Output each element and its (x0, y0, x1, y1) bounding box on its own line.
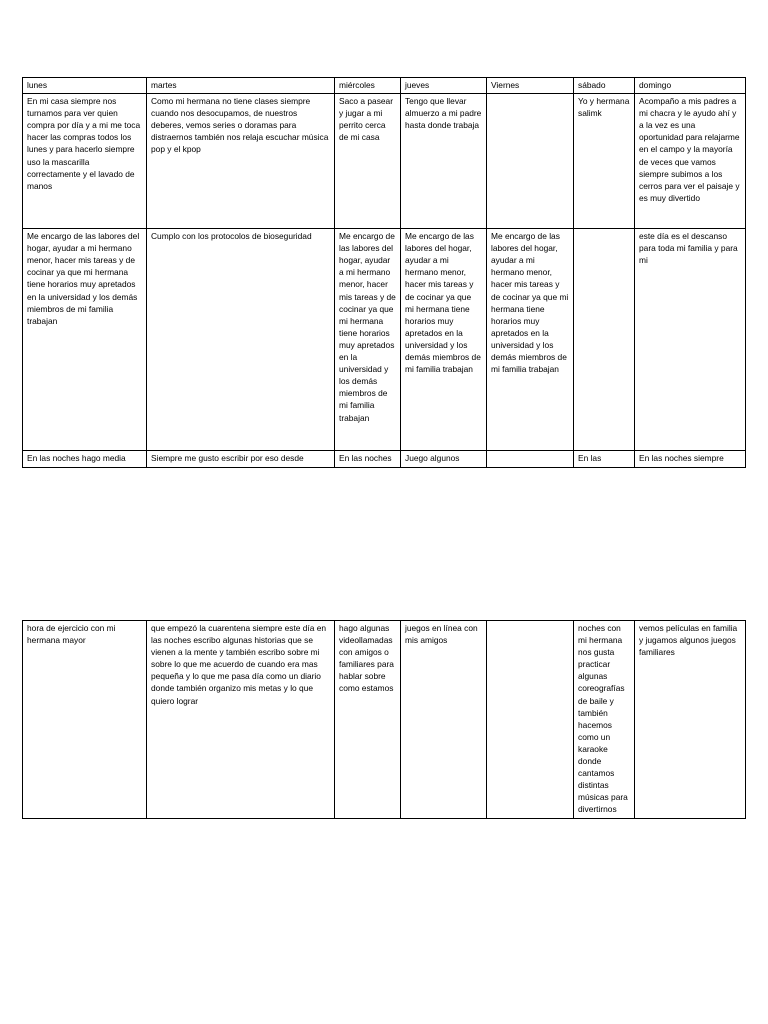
cell-viernes (487, 451, 574, 468)
schedule-table-continuation (22, 620, 746, 819)
cell-jueves: Tengo que llevar almuerzo a mi padre hasta donde trabaja (401, 94, 487, 229)
cell-domingo: vemos películas en familia y jugamos algunos juegos familiares (635, 621, 746, 819)
cell-martes: Cumplo con los protocolos de bioseguridad (147, 229, 335, 451)
cell-lunes: Me encargo de las labores del hogar, ayudar a mi hermano menor, hacer mis tareas y de cocinar ya que mi hermana tiene horarios muy apretados en la universidad y los demás miembros de mi familia trabajan (23, 229, 147, 451)
header-sabado: sábado (574, 78, 635, 94)
cell-martes: Como mi hermana no tiene clases siempre cuando nos desocupamos, de nuestros deberes, vemos series o doramas para distraernos también nos relaja escuchar música pop y el kpop (147, 94, 335, 229)
table-row (23, 229, 746, 451)
header-martes: martes (147, 78, 335, 94)
cell-martes: que empezó la cuarentena siempre este día en las noches escribo algunas historias que se vienen a la mente y también escribo sobre mi sobre lo que me acuerdo de cuando era mas pequeña y lo que me pasa día como un diario donde también organizo mis metas y lo que quiero lograr (147, 621, 335, 819)
table-row (23, 621, 746, 819)
header-viernes: Viernes (487, 78, 574, 94)
cell-jueves: Juego algunos (401, 451, 487, 468)
cell-domingo: Acompaño a mis padres a mi chacra y le ayudo ahí y a la vez es una oportunidad para relajarme en el campo y la mayoría de veces que vamos siempre subimos a los cerros para ver el paisaje y es muy divertido (635, 94, 746, 229)
cell-jueves: Me encargo de las labores del hogar, ayudar a mi hermano menor, hacer mis tareas y de cocinar ya que mi hermana tiene horarios muy apretados en la universidad y los demás miembros de mi familia trabajan (401, 229, 487, 451)
cell-domingo: En las noches siempre (635, 451, 746, 468)
cell-miercoles: hago algunas videollamadas con amigos o familiares para hablar sobre como estamos (335, 621, 401, 819)
cell-lunes: En las noches hago media (23, 451, 147, 468)
cell-sabado: noches con mi hermana nos gusta practicar algunas coreografías de baile y también hacemos como un karaoke donde cantamos distintas músicas para divertirnos (574, 621, 635, 819)
cell-viernes (487, 94, 574, 229)
cell-lunes: En mi casa siempre nos turnamos para ver quien compra por día y a mi me toca hacer las compras todos los lunes y para hacerlo siempre uso la mascarilla correctamente y el lavado de manos (23, 94, 147, 229)
table-row (23, 451, 746, 468)
cell-viernes: Me encargo de las labores del hogar, ayudar a mi hermano menor, hacer mis tareas y de cocinar ya que mi hermana tiene horarios muy apretados en la universidad y los demás miembros de mi familia trabajan (487, 229, 574, 451)
cell-sabado: En las (574, 451, 635, 468)
cell-viernes (487, 621, 574, 819)
cell-miercoles: Me encargo de las labores del hogar, ayudar a mi hermano menor, hacer mis tareas y de cocinar ya que mi hermana tiene horarios muy apretados en la universidad y los demás miembros de mi familia trabajan (335, 229, 401, 451)
cell-miercoles: Saco a pasear y jugar a mi perrito cerca de mi casa (335, 94, 401, 229)
header-lunes: lunes (23, 78, 147, 94)
header-miercoles: miércoles (335, 78, 401, 94)
table-row (23, 94, 746, 229)
cell-sabado (574, 229, 635, 451)
cell-martes: Siempre me gusto escribir por eso desde (147, 451, 335, 468)
header-jueves: jueves (401, 78, 487, 94)
cell-sabado: Yo y hermana salimk (574, 94, 635, 229)
cell-jueves: juegos en línea con mis amigos (401, 621, 487, 819)
schedule-table (22, 77, 746, 468)
header-row (23, 78, 746, 94)
header-domingo: domingo (635, 78, 746, 94)
cell-domingo: este día es el descanso para toda mi familia y para mi (635, 229, 746, 451)
cell-miercoles: En las noches (335, 451, 401, 468)
cell-lunes: hora de ejercicio con mi hermana mayor (23, 621, 147, 819)
